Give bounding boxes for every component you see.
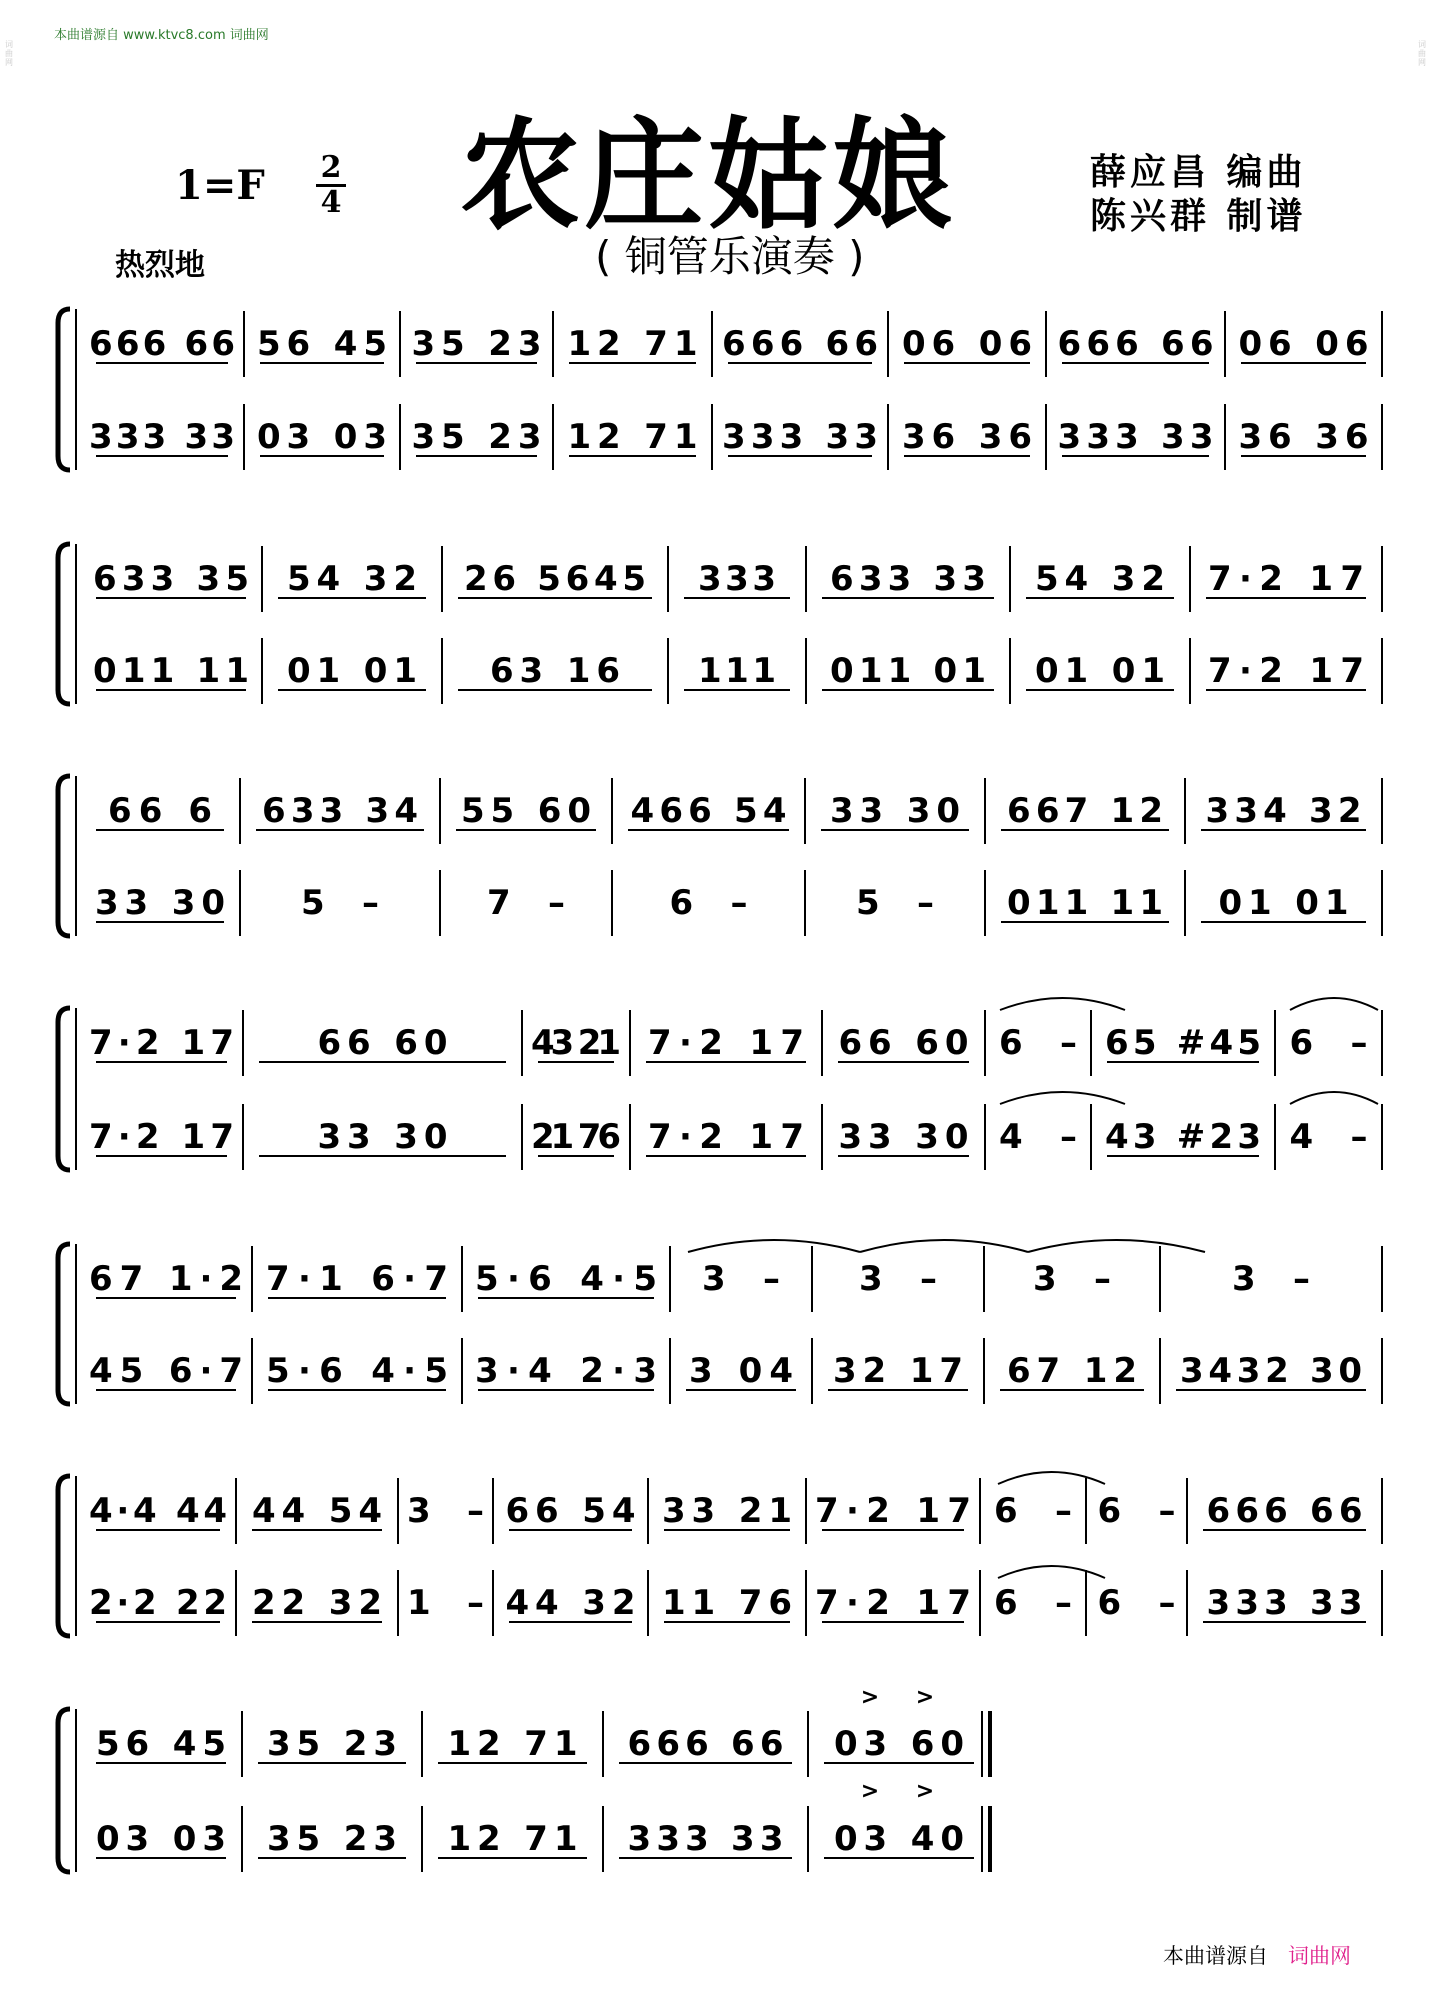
measure-lower: 111 — [698, 651, 776, 691]
system-bracket — [58, 1709, 70, 1872]
measure-upper: 3 – — [859, 1259, 937, 1299]
measure-lower: 36 36 — [1238, 417, 1369, 457]
measure-upper: 35 23 — [411, 324, 542, 364]
measure-lower: 4 – — [1289, 1117, 1368, 1157]
system-bracket — [58, 1244, 70, 1404]
measure-upper: 55 60 — [461, 791, 591, 831]
source-footer-site: 词曲网 — [1288, 1944, 1351, 1968]
measure-lower: 33 30 — [317, 1117, 448, 1157]
measure-upper: 5·6 4·5 — [475, 1259, 657, 1299]
measure-upper: 26 5645 — [464, 559, 646, 599]
measure-upper: 666 66 — [1206, 1491, 1363, 1531]
time-signature-numerator: 2 — [316, 152, 346, 187]
side-watermark-left: 词曲网 — [5, 40, 13, 67]
measure-upper: 666 66 — [89, 324, 235, 364]
measure-lower: 6 – — [669, 883, 748, 923]
measure-upper: 7·2 17 — [89, 1023, 234, 1063]
credit-arranger: 薛应昌 编曲 — [1090, 151, 1307, 193]
time-signature-denominator: 4 — [320, 185, 342, 220]
measure-upper: 56 45 — [96, 1724, 226, 1764]
measure-upper: 7·2 17 — [1208, 559, 1364, 599]
measure-upper: 65 #45 — [1105, 1023, 1261, 1063]
measure-lower: 03 40 — [834, 1819, 964, 1859]
tie-arc — [1028, 1240, 1205, 1252]
measure-lower: 12 71 — [447, 1819, 578, 1859]
measure-upper: 7·2 17 — [815, 1491, 971, 1531]
tempo-marking: 热烈地 — [115, 248, 205, 283]
measure-lower: 33 30 — [838, 1117, 969, 1157]
measure-upper: 56 45 — [257, 324, 387, 364]
measure-upper: 3 – — [407, 1491, 484, 1531]
measure-upper: 334 32 — [1205, 791, 1362, 831]
accent-mark: > — [915, 1685, 935, 1710]
measure-lower: 333 33 — [722, 417, 878, 457]
measure-upper: 06 06 — [1238, 324, 1369, 364]
song-subtitle: ( 铜管乐演奏 ) — [595, 232, 865, 281]
tie-arc — [1000, 1092, 1125, 1104]
measure-upper: 43 21 — [531, 1023, 621, 1063]
measure-upper: 33 21 — [662, 1491, 792, 1531]
measure-upper: 3 – — [1232, 1259, 1310, 1299]
accent-mark: > — [860, 1779, 880, 1804]
tie-arc — [1290, 998, 1378, 1010]
measure-upper: 66 54 — [505, 1491, 636, 1531]
measure-lower: 3·4 2·3 — [475, 1351, 657, 1391]
measure-lower: 36 36 — [902, 417, 1032, 457]
system-bracket — [58, 544, 70, 704]
measure-lower: 12 71 — [567, 417, 698, 457]
measure-upper: 6 – — [994, 1491, 1072, 1531]
measure-lower: 1 – — [407, 1583, 484, 1623]
tie-arc — [860, 1240, 1028, 1252]
measure-lower: 6 – — [994, 1583, 1072, 1623]
measure-upper: 4·4 44 — [89, 1491, 227, 1531]
measure-upper: 666 66 — [1057, 324, 1214, 364]
measure-lower: 03 03 — [257, 417, 387, 457]
measure-lower: 3432 30 — [1180, 1351, 1362, 1391]
system-bracket — [58, 309, 70, 470]
measure-lower: 5·6 4·5 — [266, 1351, 448, 1391]
measure-upper: 633 34 — [262, 791, 418, 831]
tie-arc — [1290, 1092, 1378, 1104]
measure-lower: 333 33 — [627, 1819, 784, 1859]
measure-lower: 63 16 — [490, 651, 620, 691]
source-footer-label: 本曲谱源自 — [1163, 1944, 1268, 1968]
measure-lower: 333 33 — [1206, 1583, 1363, 1623]
measure-lower: 4 – — [999, 1117, 1077, 1157]
measure-lower: 7 – — [487, 883, 565, 923]
measure-lower: 33 30 — [95, 883, 225, 923]
measure-upper: 7·1 6·7 — [266, 1259, 448, 1299]
measure-lower: 67 12 — [1007, 1351, 1137, 1391]
measure-upper: 6 – — [1289, 1023, 1368, 1063]
measure-lower: 6 – — [1097, 1583, 1176, 1623]
measure-upper: 54 32 — [287, 559, 417, 599]
credit-transcriber: 陈兴群 制谱 — [1090, 195, 1307, 237]
measure-upper: 466 54 — [630, 791, 787, 831]
measure-upper: 633 35 — [93, 559, 249, 599]
measure-upper: 06 06 — [902, 324, 1032, 364]
measure-upper: 35 23 — [267, 1724, 397, 1764]
measure-lower: 01 01 — [1218, 883, 1349, 923]
side-watermark-right: 词曲网 — [1418, 40, 1426, 67]
measure-upper: 12 71 — [567, 324, 698, 364]
key-signature: 1=F — [175, 162, 265, 209]
measure-upper: 633 33 — [830, 559, 986, 599]
measure-upper: 66 6 — [108, 791, 212, 831]
measure-upper: 66 60 — [838, 1023, 969, 1063]
measure-upper: 33 30 — [830, 791, 960, 831]
tie-arc — [998, 1472, 1105, 1484]
system-bracket — [58, 1476, 70, 1636]
measure-upper: 3 – — [702, 1259, 780, 1299]
accent-mark: > — [860, 1685, 880, 1710]
measure-lower: 5 – — [856, 883, 934, 923]
measure-lower: 21 76 — [531, 1117, 621, 1157]
measure-upper: 667 12 — [1007, 791, 1163, 831]
measure-lower: 43 #23 — [1105, 1117, 1261, 1157]
measure-upper: 67 1·2 — [89, 1259, 243, 1299]
measure-lower: 03 03 — [96, 1819, 226, 1859]
measure-upper: 03 60 — [834, 1724, 964, 1764]
measure-lower: 35 23 — [411, 417, 542, 457]
measure-lower: 3 04 — [689, 1351, 793, 1391]
measure-lower: 011 11 — [1007, 883, 1163, 923]
measure-lower: 22 32 — [252, 1583, 382, 1623]
measure-lower: 45 6·7 — [89, 1351, 243, 1391]
measure-upper: 333 — [698, 559, 776, 599]
measure-lower: 7·2 17 — [89, 1117, 234, 1157]
measure-lower: 7·2 17 — [1208, 651, 1364, 691]
measure-upper: 666 66 — [627, 1724, 784, 1764]
measure-upper: 6 – — [999, 1023, 1077, 1063]
tie-arc — [1000, 998, 1125, 1010]
measure-upper: 12 71 — [447, 1724, 578, 1764]
measure-lower: 5 – — [301, 883, 379, 923]
system-bracket — [58, 776, 70, 936]
measure-lower: 01 01 — [1035, 651, 1165, 691]
measure-lower: 011 01 — [830, 651, 986, 691]
measure-lower: 32 17 — [833, 1351, 963, 1391]
measure-upper: 7·2 17 — [648, 1023, 804, 1063]
accent-mark: > — [915, 1779, 935, 1804]
measure-lower: 7·2 17 — [648, 1117, 804, 1157]
source-footer — [1163, 1940, 1351, 1970]
system-bracket — [58, 1008, 70, 1170]
measure-lower: 2·2 22 — [89, 1583, 227, 1623]
tie-arc — [998, 1566, 1105, 1578]
measure-upper: 44 54 — [252, 1491, 382, 1531]
measure-lower: 333 33 — [1057, 417, 1214, 457]
measure-upper: 54 32 — [1035, 559, 1165, 599]
measure-upper: 6 – — [1097, 1491, 1176, 1531]
measure-lower: 35 23 — [267, 1819, 397, 1859]
measure-lower: 011 11 — [93, 651, 249, 691]
song-title: 农庄姑娘 — [460, 105, 956, 246]
measure-lower: 01 01 — [287, 651, 417, 691]
measure-upper: 66 60 — [317, 1023, 448, 1063]
measure-lower: 7·2 17 — [815, 1583, 971, 1623]
measure-lower: 44 32 — [505, 1583, 636, 1623]
measure-upper: 3 – — [1033, 1259, 1111, 1299]
measure-lower: 333 33 — [89, 417, 235, 457]
measure-upper: 666 66 — [722, 324, 878, 364]
tie-arc — [688, 1240, 860, 1252]
source-header: 本曲谱源自 www.ktvc8.com 词曲网 — [54, 28, 269, 43]
measure-lower: 11 76 — [662, 1583, 792, 1623]
